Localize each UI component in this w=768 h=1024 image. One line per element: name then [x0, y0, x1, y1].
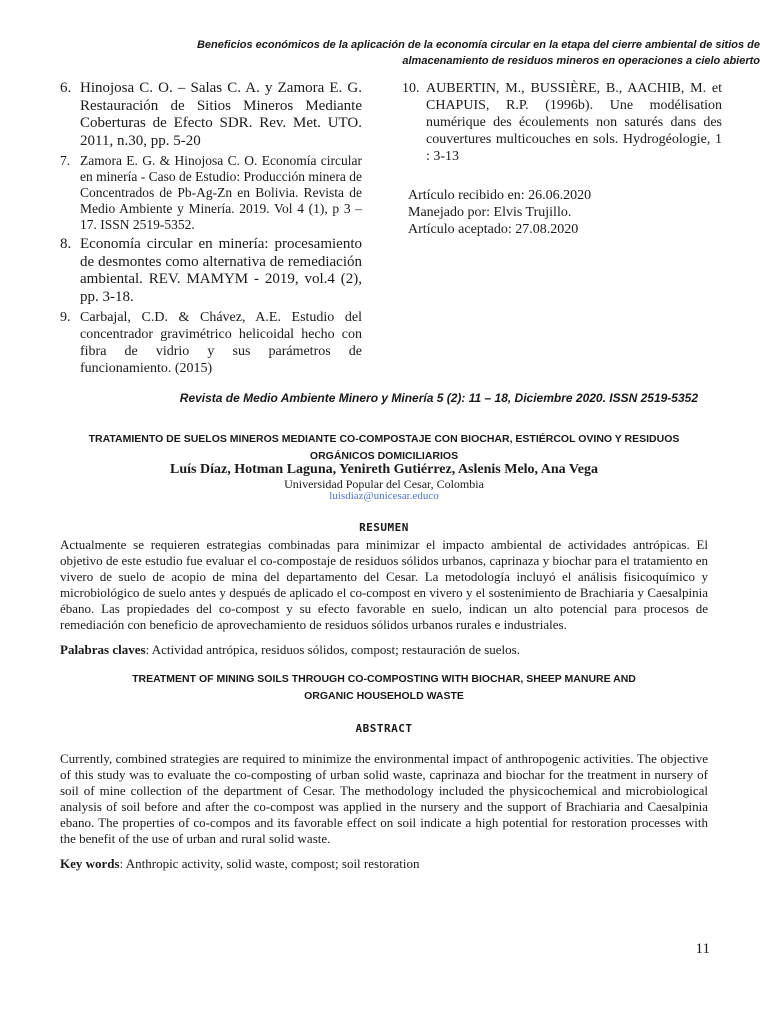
accepted-date: Artículo aceptado: 27.08.2020	[408, 222, 579, 237]
reference-text: Carbajal, C.D. & Chávez, A.E. Estudio del concentrador gravimétrico helicoidal hecho con fibra de vidrio y sus parámetros de funcionamiento. (2015)	[80, 310, 362, 376]
abstract-text: Currently, combined strategies are required to minimize the environmental impact of anthropogenic activities. The objective of this study was to evaluate the co-composting of urban solid waste, caprinaza and biochar for the treatment in nursery of soil of mine collection of the department of Cesar. The methodology included the physicochemical and microbiological analysis of soil before and after the co-compost was applied in the nursery and the support of Brachiaria and Caesalpinia ebano. The properties of co-compos and its favorable effect on soil indicate a high potential for restoration processes with the benefit of the use of urban and rural solid waste.	[60, 751, 708, 846]
affiliation: Universidad Popular del Cesar, Colombia	[284, 477, 484, 491]
reference-text: Economía circular en minería: procesamiento de desmontes como alternativa de remediación ambiental. REV. MAMYM - 2019, vol.4 (2), pp. 3-18.	[80, 236, 362, 305]
reference-number: 10.	[402, 81, 420, 96]
references-right-column	[402, 80, 722, 238]
keywords-value: : Actividad antrópica, residuos sólidos, compost; restauración de suelos.	[145, 642, 520, 657]
page-number: 11	[695, 941, 710, 957]
keywords-value: : Anthropic activity, solid waste, compost; soil restoration	[119, 856, 420, 871]
received-date: Artículo recibido en: 26.06.2020	[408, 188, 592, 203]
keywords-label: Palabras claves	[60, 642, 146, 657]
title-line: TRATAMIENTO DE SUELOS MINEROS MEDIANTE CO-COMPOSTAJE CON BIOCHAR, ESTIÉRCOL OVINO Y RESIDUOS	[88, 433, 680, 445]
reference-item	[60, 80, 362, 150]
reference-item	[60, 309, 362, 377]
reference-text: Zamora E. G. & Hinojosa C. O. Economía circular en minería - Caso de Estudio: Producción minera de Concentrados de Pb-Ag-Zn en Bolivia. Revista de Medio Ambiente y Minería. 2019. Vol 4 (1), p 3 – 17. ISSN 2519-5352.	[80, 153, 362, 232]
reference-number: 8.	[60, 236, 72, 252]
keywords-english	[60, 856, 708, 872]
references-left-column	[60, 80, 362, 380]
reference-number: 7.	[60, 153, 71, 168]
journal-citation: Revista de Medio Ambiente Minero y Minería 5 (2): 11 – 18, Diciembre 2020. ISSN 2519-5352	[179, 391, 698, 405]
running-header: Beneficios económicos de la aplicación de la economía circular en la etapa del cierre ambiental de sitios de almacenamiento de residuos mineros en operaciones a cielo abierto	[196, 39, 760, 67]
reference-item	[60, 153, 362, 233]
keywords-spanish	[60, 642, 708, 658]
reference-text: Hinojosa C. O. – Salas C. A. y Zamora E. G. Restauración de Sitios Mineros Mediante Coberturas de Efecto SDR. Rev. Met. UTO. 2011, n.30, pp. 5-20	[80, 80, 362, 149]
author-email-link[interactable]: luisdiaz@unicesar.educo	[329, 490, 439, 502]
authors: Luís Díaz, Hotman Laguna, Yenireth Gutiérrez, Aslenis Melo, Ana Vega	[170, 462, 598, 477]
reference-number: 9.	[60, 310, 71, 325]
title-line: TREATMENT OF MINING SOILS THROUGH CO-COMPOSTING WITH BIOCHAR, SHEEP MANURE AND	[132, 673, 636, 685]
resumen-text: Actualmente se requieren estrategias combinadas para minimizar el impacto ambiental de actividades antrópicas. El objetivo de este estudio fue evaluar el co-compostaje de residuos sólidos urbanos, caprinaza y biochar para el tratamiento en vivero de suelo de acopio de mina del departamento del Cesar. La metodología incluyó el análisis fisicoquímico y microbiológico de suelo antes y después de aplicado el co-compost en vivero y el sostenimiento de Brachiaria y Caesalpinia ébano. Las propiedades del co-compost y su efecto favorable en suelo, indican un alto potencial para procesos de remediación con beneficio de aprovechamiento de residuos sólidos urbanos rurales e industriales.	[60, 537, 708, 632]
abstract-heading: ABSTRACT	[355, 722, 413, 735]
title-line: ORGANIC HOUSEHOLD WASTE	[304, 690, 464, 702]
reference-item	[60, 236, 362, 306]
resumen-heading: RESUMEN	[359, 521, 409, 534]
article-title-english	[70, 671, 698, 705]
title-line: ORGÁNICOS DOMICILIARIOS	[309, 450, 459, 462]
reference-number: 6.	[60, 80, 72, 96]
keywords-label: Key words	[60, 856, 120, 871]
article-title-spanish	[70, 431, 698, 465]
reference-text: AUBERTIN, M., BUSSIÈRE, B., AACHIB, M. et CHAPUIS, R.P. (1996b). Une modélisation numérique des écoulements non saturés dans des couvertures multicouches en sols. Hydrogéologie, 1 : 3-13	[426, 81, 722, 164]
handled-by: Manejado por: Elvis Trujillo.	[408, 205, 572, 220]
reference-item	[402, 80, 722, 165]
article-info	[408, 187, 722, 238]
